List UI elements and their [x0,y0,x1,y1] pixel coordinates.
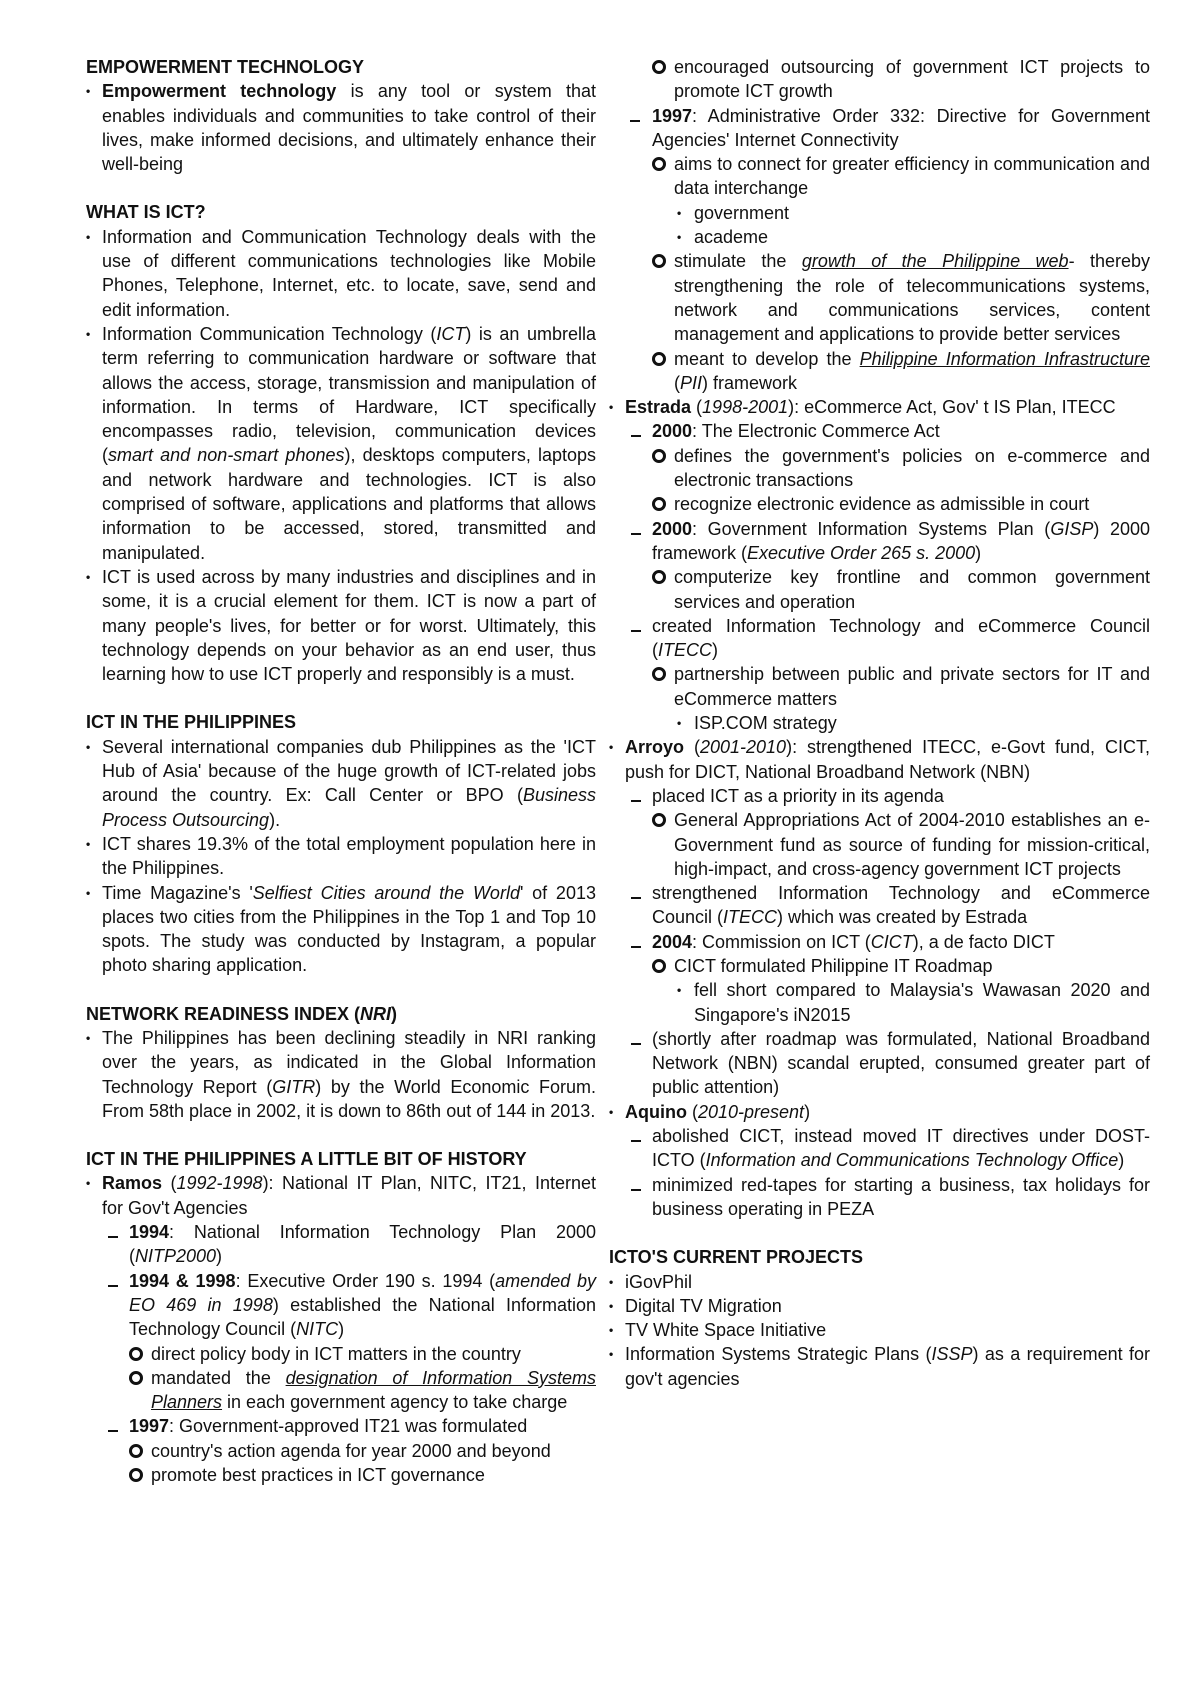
ring-bullet-icon [652,347,666,372]
section-title-icto-projects: ICTO'S CURRENT PROJECTS [609,1247,863,1268]
list-item: • ICT is used across by many industries and disciplines and in some, it is a crucial element for them. ICT is now a part of many people's lives, for better or for worst. Ultimately, this technology depends on your behavior as an end user, thus learning how to use ICT properly and responsibly is a must. [86,566,596,685]
bullet-icon: • [86,569,91,584]
list-item: General Appropriations Act of 2004-2010 establishes an e-Government fund as source of funding for mission-critical, high-impact, and cross-agency government ICT projects [652,808,1150,881]
list-item: • ISP.COM strategy [652,711,1150,735]
list-item: • Digital TV Migration [609,1294,1150,1318]
diamond-bullet-icon: • [677,983,682,998]
bullet-icon: • [86,326,91,341]
list-item: partnership between public and private sectors for IT and eCommerce matters [652,662,1150,711]
list-item: • Time Magazine's 'Selfiest Cities around the World' of 2013 places two cities from the Philippines in the Top 1 and Top 10 spots. The study was conducted by Instagram, a popular photo sharing application. [86,882,596,976]
list-item: CICT formulated Philippine IT Roadmap [652,954,1150,978]
list-item: 1994 & 1998: Executive Order 190 s. 1994 (amended by EO 469 in 1998) established the National Information Technology Council (NITC) [86,1269,596,1342]
ring-bullet-icon [129,1366,143,1391]
dash-icon [108,1414,118,1438]
ring-bullet-icon [129,1439,143,1464]
list-item: • Information Communication Technology (ICT) is an umbrella term referring to communication hardware or software that allows the access, storage, transmission and manipulation of information. In terms of Hardware, ICT specifically encompasses radio, television, communication devices (smart and non-smart phones), desktops computers, laptops and network hardware and technologies. ICT is also comprised of software, applications and platforms that allows information to be accessed, stored, transmitted and manipulated. [86,323,596,563]
list-item: • Information and Communication Technology deals with the use of different communications technologies like Mobile Phones, Telephone, Internet, etc. to locate, save, send and edit information. [86,226,596,320]
list-item: computerize key frontline and common government services and operation [652,565,1150,614]
right-column [609,55,1151,1391]
list-item: • government [652,201,1150,225]
list-item: encouraged outsourcing of government ICT projects to promote ICT growth [652,55,1150,104]
list-item: stimulate the growth of the Philippine web- thereby strengthening the role of telecommunications systems, network and communications services, content management and applications to provide better services [652,249,1150,346]
list-item: 1997: Administrative Order 332: Directive for Government Agencies' Internet Connectivity [652,104,1150,153]
section-title-nri: NETWORK READINESS INDEX (NRI) [86,1003,398,1024]
list-item: 2000: Government Information Systems Plan (GISP) 2000 framework (Executive Order 265 s. 2000) [609,517,1150,566]
list-item: 2000: The Electronic Commerce Act [609,419,1150,443]
list-item-aquino: • Aquino (2010-present) [609,1100,1150,1124]
list-item: 1994: National Information Technology Plan 2000 (NITP2000) [86,1220,596,1269]
diamond-bullet-icon: • [677,716,682,731]
list-item: minimized red-tapes for starting a business, tax holidays for business operating in PEZA [609,1173,1150,1222]
ring-bullet-icon [652,444,666,469]
section-title-history: ICT IN THE PHILIPPINES A LITTLE BIT OF HISTORY [86,1149,527,1170]
list-item: direct policy body in ICT matters in the country [86,1342,596,1366]
section-title-what-is-ict: WHAT IS ICT? [86,202,206,223]
ring-bullet-icon [652,808,666,833]
ring-bullet-icon [652,55,666,80]
list-item: • iGovPhil [609,1270,1150,1294]
left-column [86,55,596,1487]
list-item: 1997: Government-approved IT21 was formulated [86,1414,596,1438]
list-item: created Information Technology and eCommerce Council (ITECC) [609,614,1150,663]
list-item: • ICT shares 19.3% of the total employment population here in the Philippines. [86,833,596,879]
bullet-icon: • [86,1176,91,1191]
list-item: recognize electronic evidence as admissible in court [652,492,1150,516]
ring-bullet-icon [652,954,666,979]
diamond-bullet-icon: • [677,205,682,220]
list-item: country's action agenda for year 2000 and beyond [86,1439,596,1463]
list-item: placed ICT as a priority in its agenda [609,784,1150,808]
bullet-icon: • [86,1030,91,1045]
bullet-icon: • [609,1104,614,1119]
list-item: • TV White Space Initiative [609,1318,1150,1342]
list-item: 2004: Commission on ICT (CICT), a de facto DICT [609,930,1150,954]
list-item: (shortly after roadmap was formulated, National Broadband Network (NBN) scandal erupted, consumed greater part of public attention) [609,1027,1150,1100]
list-item: • The Philippines has been declining steadily in NRI ranking over the years, as indicated in the Global Information Technology Report (GITR) by the World Economic Forum. From 58th place in 2002, it is down to 86th out of 144 in 2013. [86,1027,596,1121]
dash-icon [631,784,641,808]
dash-icon [630,104,640,128]
ring-bullet-icon [652,152,666,177]
list-item: • Empowerment technology is any tool or system that enables individuals and communities to take control of their lives, make informed decisions, and ultimately enhance their well-being [86,81,596,175]
list-item: • academe [652,225,1150,249]
list-item-arroyo: • Arroyo (2001-2010): strengthened ITECC, e-Govt fund, CICT, push for DICT, National Broadband Network (NBN) [609,737,1151,782]
dash-icon [108,1220,118,1244]
list-item: abolished CICT, instead moved IT directives under DOST-ICTO (Information and Communications Technology Office) [609,1124,1150,1173]
dash-icon [631,881,641,905]
bullet-icon: • [86,885,91,900]
ring-bullet-icon [652,662,666,687]
list-item: • fell short compared to Malaysia's Wawasan 2020 and Singapore's iN2015 [677,980,1150,1025]
ring-bullet-icon [652,565,666,590]
list-item: strengthened Information Technology and eCommerce Council (ITECC) which was created by Estrada [609,881,1150,930]
dash-icon [631,1173,641,1197]
list-item: promote best practices in ICT governance [86,1463,596,1487]
bullet-icon: • [609,400,614,415]
list-item: • Several international companies dub Philippines as the 'ICT Hub of Asia' because of the huge growth of ICT-related jobs around the country. Ex: Call Center or BPO (Business Process Outsourcing). [86,736,596,830]
bullet-icon: • [86,739,91,754]
dash-icon [108,1269,118,1293]
list-item: meant to develop the Philippine Information Infrastructure (PII) framework [652,347,1150,396]
bullet-icon: • [609,1298,614,1313]
list-item: • Information Systems Strategic Plans (ISSP) as a requirement for gov't agencies [609,1344,1150,1389]
bullet-icon: • [609,740,614,755]
list-item: mandated the designation of Information Systems Planners in each government agency to take charge [86,1366,596,1415]
list-item-ramos: • Ramos (1992-1998): National IT Plan, NITC, IT21, Internet for Gov't Agencies [86,1173,596,1218]
ring-bullet-icon [129,1342,143,1367]
ring-bullet-icon [652,249,666,274]
section-title-empowerment: EMPOWERMENT TECHNOLOGY [86,57,364,77]
diamond-bullet-icon: • [677,230,682,245]
dash-icon [631,614,641,638]
bullet-icon: • [86,229,91,244]
bullet-icon: • [86,836,91,851]
list-item: aims to connect for greater efficiency in communication and data interchange [652,152,1150,201]
bullet-icon: • [609,1323,614,1338]
dash-icon [631,1124,641,1148]
dash-icon [631,419,641,443]
list-item: defines the government's policies on e-commerce and electronic transactions [652,444,1150,493]
dash-icon [631,517,641,541]
dash-icon [631,1027,641,1051]
ring-bullet-icon [652,492,666,517]
ring-bullet-icon [129,1463,143,1488]
bullet-icon: • [609,1347,614,1362]
section-title-ict-philippines: ICT IN THE PHILIPPINES [86,712,297,733]
dash-icon [631,930,641,954]
list-item-estrada: • Estrada (1998-2001): eCommerce Act, Gov' t IS Plan, ITECC [609,395,1150,419]
bullet-icon: • [86,84,91,99]
bullet-icon: • [609,1274,614,1289]
